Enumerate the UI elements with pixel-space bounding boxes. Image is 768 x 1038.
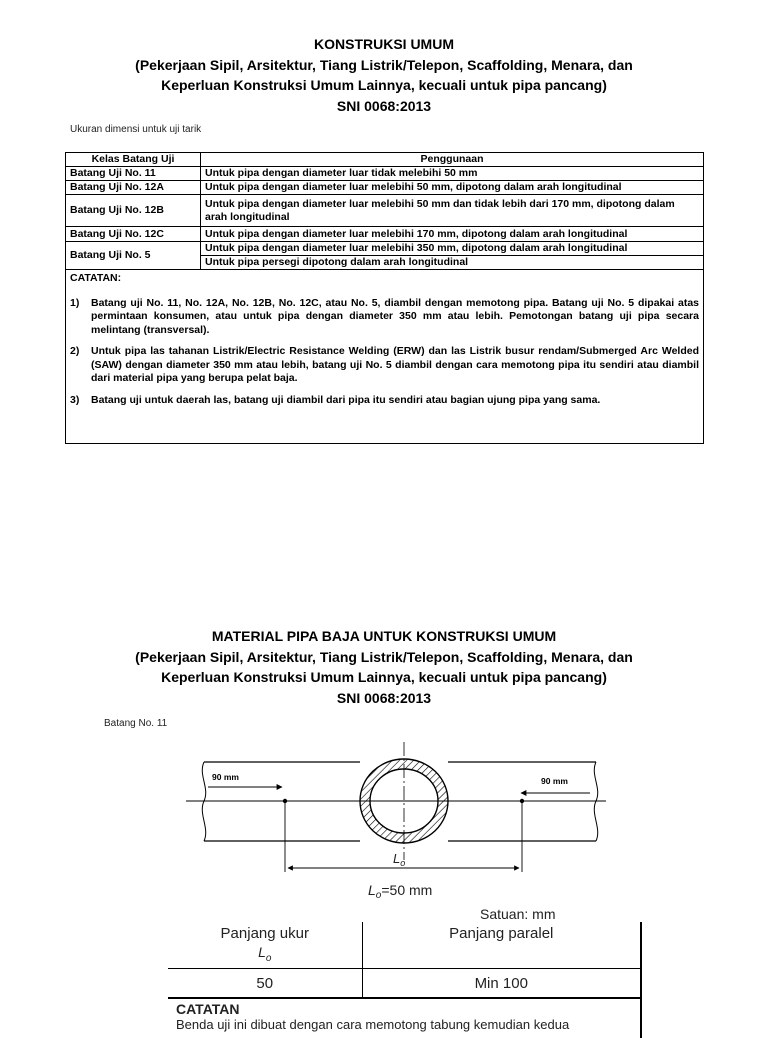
section2-title: MATERIAL PIPA BAJA UNTUK KONSTRUKSI UMUM	[211, 628, 557, 644]
table-row	[66, 181, 704, 195]
kelas-cell: Batang Uji No. 5	[66, 242, 201, 270]
penggunaan-cell: Untuk pipa dengan diameter luar melebihi 50 mm, dipotong dalam arah longitudinal	[201, 181, 704, 195]
penggunaan-cell: Untuk pipa dengan diameter luar melebihi 350 mm, dipotong dalam arah longitudinal	[201, 242, 704, 256]
table-row	[66, 227, 704, 242]
kelas-cell: Batang Uji No. 12C	[66, 227, 201, 242]
note-number: 1)	[70, 296, 80, 309]
panjang-ukur-symbol	[168, 943, 362, 968]
note-item	[70, 394, 699, 408]
section2-subtitle-line1: (Pekerjaan Sipil, Arsitektur, Tiang Listrik/Telepon, Scaffolding, Menara, dan	[135, 648, 633, 665]
lo-dim-label-main: L	[393, 851, 401, 866]
note-number: 2)	[70, 345, 80, 357]
col-kelas-header: Kelas Batang Uji	[66, 153, 201, 167]
table-row	[66, 195, 704, 227]
gauge-mark-right	[520, 799, 524, 803]
catatan-row	[168, 998, 641, 1038]
table-header-row	[168, 922, 641, 968]
catatan2-title: CATATAN	[176, 1001, 240, 1018]
penggunaan-cell: Untuk pipa dengan diameter luar tidak melebihi 50 mm	[201, 167, 704, 181]
kelas-cell: Batang Uji No. 11	[66, 167, 201, 181]
section1-standard: SNI 0068:2013	[336, 97, 432, 114]
lo-equation-symbol: L	[368, 882, 376, 898]
table-row	[66, 242, 704, 256]
gauge-mark-left	[283, 799, 287, 803]
test-specimen-table	[65, 152, 704, 444]
unit-label: Satuan: mm	[480, 906, 556, 922]
note-item	[70, 345, 699, 386]
lo-dim-label	[393, 851, 405, 868]
kelas-cell: Batang Uji No. 12B	[66, 195, 201, 227]
table-row	[66, 167, 704, 181]
table-row	[168, 968, 641, 998]
section1-subtitle-line1: (Pekerjaan Sipil, Arsitektur, Tiang Listrik/Telepon, Scaffolding, Menara, dan	[135, 56, 633, 73]
section1-title: KONSTRUKSI UMUM	[314, 36, 454, 52]
note-text: Untuk pipa las tahanan Listrik/Electric Resistance Welding (ERW) dan las Listrik busur rendam/Submerged Arc Welded (SAW) dengan diameter 350 mm atau lebih, batang uji No. 5 diambil dengan cara memotong pipa itu sendiri atau diambil dari material pipa yang berupa pelat baja.	[91, 345, 699, 384]
left-dim-label: 90 mm	[212, 772, 239, 782]
kelas-cell: Batang Uji No. 12A	[66, 181, 201, 195]
notes-row	[66, 270, 704, 444]
panjang-ukur-symbol-main: L	[258, 944, 266, 960]
section1-caption: Ukuran dimensi untuk uji tarik	[70, 124, 202, 135]
note-number: 3)	[70, 393, 80, 406]
panjang-ukur-value: 50	[168, 968, 362, 998]
section2-header	[0, 626, 768, 708]
penggunaan-cell: Untuk pipa dengan diameter luar melebihi 50 mm dan tidak lebih dari 170 mm, dipotong dalam arah longitudinal	[201, 195, 704, 227]
section2-caption: Batang No. 11	[104, 718, 168, 729]
pipe-specimen-drawing	[186, 740, 606, 902]
catatan2-text: Benda uji ini dibuat dengan cara memotong tabung kemudian kedua	[176, 1017, 570, 1033]
section1-header	[0, 34, 768, 116]
panjang-ukur-header	[168, 922, 362, 968]
section2-standard: SNI 0068:2013	[336, 689, 432, 706]
section1-subtitle-line2: Keperluan Konstruksi Umum Lainnya, kecuali untuk pipa pancang)	[161, 77, 607, 93]
notes-cell	[66, 270, 704, 444]
panjang-ukur-label: Panjang ukur	[220, 925, 309, 942]
note-item	[70, 297, 699, 338]
penggunaan-cell: Untuk pipa persegi dipotong dalam arah longitudinal	[201, 256, 704, 270]
penggunaan-cell: Untuk pipa dengan diameter luar melebihi 170 mm, dipotong dalam arah longitudinal	[201, 227, 704, 242]
lo-equation-sub: o	[375, 890, 382, 901]
panjang-ukur-symbol-sub: o	[265, 952, 272, 964]
lo-equation	[368, 882, 432, 901]
col-penggunaan-header: Penggunaan	[201, 153, 704, 167]
catatan-cell	[168, 998, 641, 1038]
panjang-paralel-header: Panjang paralel	[362, 922, 641, 968]
table-header-row	[66, 153, 704, 167]
note-text: Batang uji No. 11, No. 12A, No. 12B, No. 12C, atau No. 5, diambil dengan memotong pipa. Batang uji No. 5 dipakai atas permintaan konsumen, atau untuk pipa dengan diameter 350 mm atau lebih. Pemotongan batang uji pipa secara melintang (transversal).	[91, 296, 699, 336]
note-text: Batang uji untuk daerah las, batang uji diambil dari pipa itu sendiri atau bagian ujung pipa yang sama.	[91, 393, 601, 406]
gauge-length-table	[168, 922, 642, 1038]
lo-dim-label-sub: o	[400, 858, 406, 868]
catatan-title: CATATAN:	[70, 272, 122, 284]
lo-equation-value: =50 mm	[381, 882, 433, 898]
right-dim-label: 90 mm	[541, 776, 568, 786]
section2-subtitle-line2: Keperluan Konstruksi Umum Lainnya, kecuali untuk pipa pancang)	[161, 669, 607, 685]
panjang-paralel-value: Min 100	[362, 968, 641, 998]
